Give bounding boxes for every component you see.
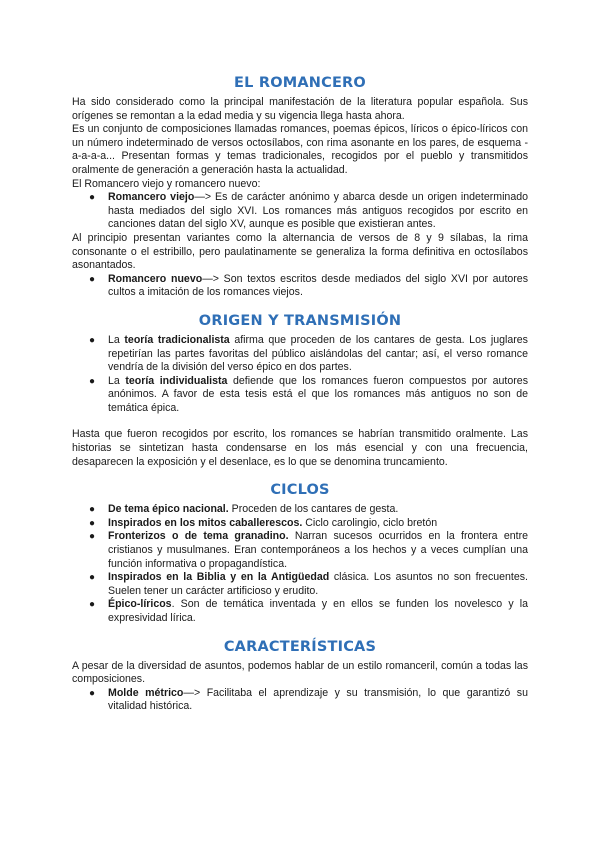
section-title-origen: ORIGEN Y TRANSMISIÓN xyxy=(198,312,402,329)
bullet-icon: ● xyxy=(89,334,96,346)
section-title-caracteristicas: CARACTERÍSTICAS xyxy=(223,638,377,655)
item-text: —> Facilitaba el aprendizaje y su transmisión, lo que garantizó su vitalidad histórica. xyxy=(108,686,528,713)
bullet-list xyxy=(72,334,528,416)
bullet-icon: ● xyxy=(89,517,96,529)
term: Fronterizos o de tema granadino. xyxy=(108,530,289,543)
bullet-icon: ● xyxy=(89,504,96,516)
term: Romancero viejo xyxy=(108,191,195,204)
item-text: Ciclo carolingio, ciclo bretón xyxy=(302,516,438,529)
bullet-icon: ● xyxy=(89,599,96,611)
term: teoría individualista xyxy=(125,374,228,387)
paragraph: El Romancero viejo y romancero nuevo: xyxy=(72,177,261,190)
bullet-list xyxy=(72,503,528,625)
term: Épico-líricos xyxy=(108,598,172,611)
bullet-list xyxy=(72,273,528,300)
term: Inspirados en la Biblia y en la Antigüedad xyxy=(108,571,330,584)
list-item xyxy=(72,375,528,416)
term: Inspirados en los mitos caballerescos. xyxy=(108,516,303,529)
list-item xyxy=(72,191,528,232)
item-text: clásica. Los asuntos no son frecuentes. Suelen tener un carácter artificioso y erudito. xyxy=(108,571,528,597)
list-item xyxy=(72,687,528,714)
list-item xyxy=(72,517,528,531)
bullet-icon: ● xyxy=(89,687,96,699)
item-text: —> Son textos escritos desde mediados del siglo XVI por autores cultos a imitación de los romances viejos. xyxy=(108,272,528,299)
paragraph: Hasta que fueron recogidos por escrito, los romances se habrían transmitido oralmente. Las historias se sintetizan hasta condensarse en los más esencial y con una frecuencia, desaparecen la exposición y el desenlace, es lo que se denomina truncamiento. xyxy=(72,428,528,468)
list-item xyxy=(72,530,528,571)
bullet-icon: ● xyxy=(89,192,96,204)
paragraph: Es un conjunto de composiciones llamadas romances, poemas épicos, líricos o épico-líricos con un número indeterminado de versos octosílabos, con rima asonante en los pares, de esquema -a-a-a-a... Presentan formas y temas tradicionales, recogidos por el pueblo y transmitidos oralmente de generación a generación hasta la actualidad. xyxy=(72,123,528,176)
term: De tema épico nacional. xyxy=(108,503,229,516)
item-prefix: La xyxy=(108,374,126,387)
list-item xyxy=(72,598,528,625)
item-text: Narran sucesos ocurridos en la frontera entre cristianos y musulmanes. Eran contemporáneos a los hechos y a veces cumplían una función informativa o propagandística. xyxy=(108,530,528,570)
list-item xyxy=(72,273,528,300)
list-item xyxy=(72,334,528,375)
paragraph: Ha sido considerado como la principal manifestación de la literatura popular española. Sus orígenes se remontan a la edad media y su vigencia llega hasta ahora. xyxy=(72,96,528,122)
bullet-list xyxy=(72,687,528,714)
paragraph: Al principio presentan variantes como la alternancia de versos de 8 y 9 sílabas, la rima consonante o el estribillo, pero paulatinamente se generaliza la forma definitiva en octosílabos asonantados. xyxy=(72,231,528,272)
section-title-romancero: EL ROMANCERO xyxy=(234,75,366,91)
term: Romancero nuevo xyxy=(108,272,203,285)
list-item xyxy=(72,503,528,517)
paragraph: A pesar de la diversidad de asuntos, podemos hablar de un estilo romanceril, común a todas las composiciones. xyxy=(72,659,528,686)
term: teoría tradicionalista xyxy=(124,333,230,346)
item-text: —> Es de carácter anónimo y abarca desde un origen indeterminado hasta mediados del siglo XVI. Los romances más antiguos recogidos por escrito en canciones datan del siglo XV, aunque es posible que existieran antes. xyxy=(108,191,529,231)
item-text: afirma que proceden de los cantares de gesta. Los juglares repetirían las partes favoritas del público aislándolas del cantar; así, el verso romance vendría de la división del verso épico en dos partes. xyxy=(108,333,528,374)
section-title-ciclos: CICLOS xyxy=(270,482,330,499)
bullet-icon: ● xyxy=(89,531,96,543)
bullet-icon: ● xyxy=(89,572,96,584)
list-item xyxy=(72,571,528,598)
item-text: Proceden de los cantares de gesta. xyxy=(228,503,399,516)
item-text: . Son de temática inventada y en ellos se funden los novelesco y la expresividad lírica. xyxy=(108,598,528,624)
term: Molde métrico xyxy=(108,686,184,699)
spacer xyxy=(72,415,528,428)
item-text: defiende que los romances fueron compuestos por autores anónimos. A favor de esta tesis está el que los romances más antiguos no son de temática épica. xyxy=(108,374,528,414)
item-prefix: La xyxy=(108,333,125,346)
bullet-list xyxy=(72,191,528,232)
bullet-icon: ● xyxy=(89,375,96,387)
bullet-icon: ● xyxy=(89,273,96,285)
